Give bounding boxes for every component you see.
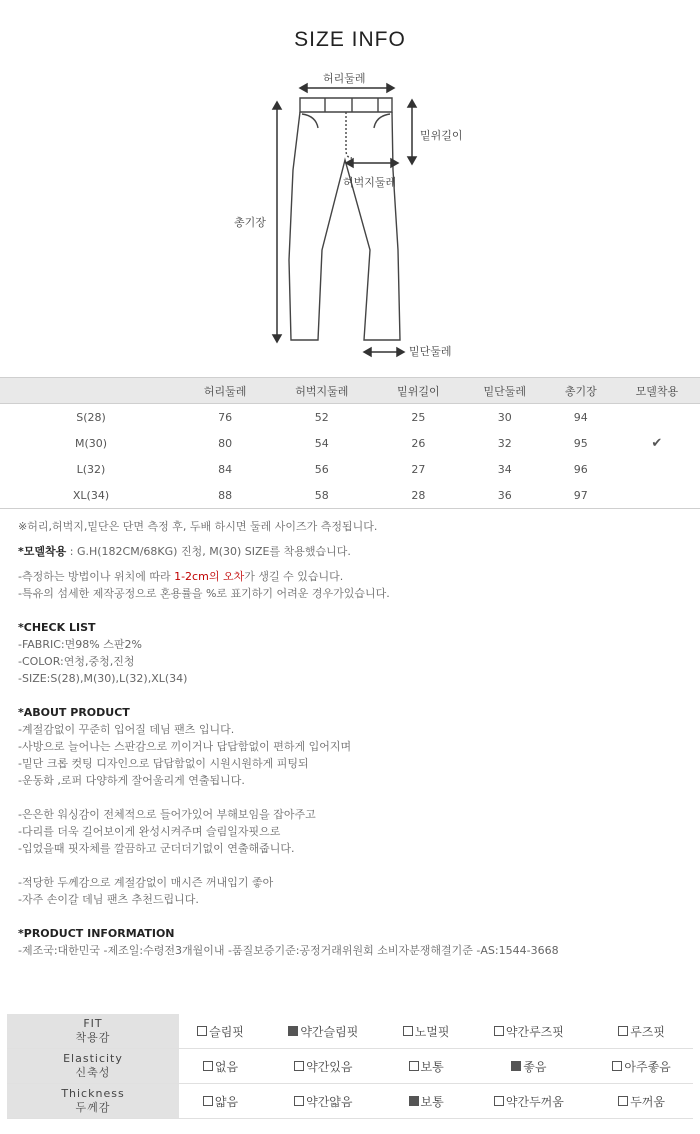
thickness-option-label: 약간얇음: [306, 1094, 353, 1109]
thickness-row-header: [7, 1084, 179, 1119]
rise-cell: 26: [411, 436, 426, 450]
fit-option-label: 슬림핏: [209, 1024, 244, 1039]
rise-cell: 25: [411, 410, 426, 424]
error-note: [18, 568, 688, 585]
size-cell: S(28): [76, 410, 106, 424]
error-note-suffix: 가 생길 수 있습니다.: [244, 570, 344, 583]
thigh-cell: 54: [314, 436, 329, 450]
rise-cell: 27: [411, 462, 426, 476]
model-cell: [614, 404, 700, 431]
length-cell: 96: [573, 462, 588, 476]
checkbox-checked-icon: [288, 1026, 298, 1036]
diagram-label-hem: 밑단둘레: [409, 345, 452, 358]
elasticity-option: [590, 1049, 693, 1084]
thigh-cell: 52: [314, 410, 329, 424]
size-table-header: [0, 378, 182, 404]
checkbox-icon: [409, 1061, 419, 1071]
thickness-label-ko: 두께감: [75, 1101, 111, 1114]
elasticity-option-label: 없음: [214, 1059, 239, 1074]
size-cell: L(32): [76, 462, 106, 476]
rise-cell: 28: [375, 482, 461, 509]
size-cell: M(30): [74, 436, 108, 450]
elasticity-row-header: [7, 1049, 179, 1084]
product-info-title: *PRODUCT INFORMATION: [18, 927, 175, 940]
thickness-option-label: 보통: [420, 1094, 444, 1109]
list-item: -적당한 두께감으로 계절감없이 매시즌 꺼내입기 좋아: [18, 876, 274, 889]
checkbox-icon: [203, 1096, 213, 1106]
model-wearing-line: [18, 543, 688, 560]
waist-cell: 84: [218, 462, 233, 476]
list-item: -다리를 더욱 길어보이게 완성시켜주며 슬림일자핏으로: [18, 825, 281, 838]
size-cell: XL(34): [0, 482, 182, 509]
checkbox-icon: [494, 1026, 504, 1036]
model-check-icon: ✔: [651, 435, 663, 451]
thickness-option-label: 얇음: [214, 1094, 239, 1109]
elasticity-option: [179, 1049, 262, 1084]
elasticity-option-label: 좋음: [523, 1059, 547, 1074]
list-item: -사방으로 늘어나는 스판감으로 끼이거나 답답함없이 편하게 입어지며: [18, 740, 352, 753]
fit-option: [590, 1014, 693, 1049]
diagram-label-rise: 밑위길이: [420, 129, 463, 142]
fit-table: [7, 1014, 693, 1119]
fit-row-header: [7, 1014, 179, 1049]
model-wearing-label: *모델착용: [18, 545, 67, 558]
checkbox-checked-icon: [511, 1061, 521, 1071]
list-item: -SIZE:S(28),M(30),L(32),XL(34): [18, 672, 188, 685]
fit-option-label: 루즈핏: [630, 1024, 665, 1039]
checkbox-icon: [618, 1096, 628, 1106]
length-cell: 97: [548, 482, 614, 509]
diagram-label-thigh: 허벅지둘레: [343, 176, 397, 189]
checkbox-icon: [197, 1026, 207, 1036]
blend-note: -특유의 섬세한 제작공정으로 혼용률을 %로 표기하기 어려운 경우가있습니다.: [18, 587, 390, 600]
fit-option-label: 노멀핏: [414, 1024, 450, 1039]
product-info-line: -제조국:대한민국 -제조일:수령전3개월이내 -품질보증기준:공정거래위원회 소비자분쟁해결기준 -AS:1544-3668: [18, 944, 559, 957]
fit-label-en: FIT: [83, 1017, 103, 1030]
elasticity-option-label: 보통: [420, 1059, 444, 1074]
waist-cell: 88: [182, 482, 268, 509]
error-note-prefix: -측정하는 방법이나 위치에 따라: [18, 570, 175, 583]
elasticity-option: [262, 1049, 385, 1084]
checkbox-checked-icon: [409, 1096, 419, 1106]
elasticity-option-label: 약간있음: [306, 1059, 353, 1074]
diagram-label-length: 총기장: [234, 216, 266, 229]
thickness-option-label: 두꺼움: [630, 1094, 665, 1109]
size-table-header: 모델착용: [614, 378, 700, 404]
table-row: [0, 404, 700, 431]
size-table-header: 허벅지둘레: [268, 378, 375, 404]
model-wearing-text: : G.H(182CM/68KG) 진청, M(30) SIZE를 착용했습니다.: [66, 545, 351, 558]
hem-cell: 32: [497, 436, 512, 450]
fit-label-ko: 착용감: [75, 1031, 111, 1044]
table-row: [0, 430, 700, 456]
thigh-cell: 58: [268, 482, 375, 509]
hem-cell: 34: [497, 462, 512, 476]
list-item: -COLOR:연청,중청,진청: [18, 655, 135, 668]
elasticity-option: [468, 1049, 591, 1084]
size-table-header: 밑단둘레: [462, 378, 548, 404]
thickness-option: [590, 1084, 693, 1119]
thigh-cell: 56: [314, 462, 329, 476]
fit-option: [385, 1014, 468, 1049]
list-item: -FABRIC:면98% 스판2%: [18, 638, 142, 651]
model-cell: [614, 482, 700, 509]
elasticity-label-ko: 신축성: [75, 1066, 111, 1079]
fit-option: [179, 1014, 262, 1049]
fit-option: [468, 1014, 591, 1049]
measure-note: ※허리,허벅지,밑단은 단면 측정 후, 두배 하시면 둘레 사이즈가 측정됩니다.: [18, 520, 378, 533]
list-item: -밑단 크롭 컷팅 디자인으로 답답함없이 시원시원하게 피팅되: [18, 757, 309, 770]
hem-cell: 36: [462, 482, 548, 509]
thickness-label-en: Thickness: [61, 1087, 125, 1100]
list-item: -운동화 ,로퍼 다양하게 잘어울리게 연출됩니다.: [18, 774, 245, 787]
checkbox-icon: [294, 1061, 304, 1071]
list-item: -은은한 워싱감이 전체적으로 들어가있어 부해보임을 잡아주고: [18, 808, 316, 821]
elasticity-row: [7, 1049, 693, 1084]
list-item: -입었을때 핏자체를 깔끔하고 군더더기없이 연출해줍니다.: [18, 842, 295, 855]
size-table-header: 밑위길이: [375, 378, 461, 404]
waist-cell: 76: [218, 410, 233, 424]
thickness-option: [179, 1084, 262, 1119]
size-table-header: 총기장: [548, 378, 614, 404]
fit-option-label: 약간슬림핏: [300, 1024, 359, 1039]
checklist-title: *CHECK LIST: [18, 621, 96, 634]
hem-cell: 30: [497, 410, 512, 424]
table-row: [0, 456, 700, 482]
size-table-header-row: [0, 378, 700, 404]
elasticity-label-en: Elasticity: [63, 1052, 123, 1065]
checkbox-icon: [403, 1026, 413, 1036]
checkbox-icon: [294, 1096, 304, 1106]
thickness-option: [262, 1084, 385, 1119]
checkbox-icon: [612, 1061, 622, 1071]
page-title: SIZE INFO: [294, 28, 406, 51]
error-note-highlight: 1-2cm의 오차: [174, 570, 245, 583]
elasticity-option-label: 아주좋음: [624, 1059, 671, 1074]
length-cell: 95: [573, 436, 588, 450]
waist-cell: 80: [218, 436, 233, 450]
thickness-option: [468, 1084, 591, 1119]
diagram-label-waist: 허리둘레: [323, 72, 366, 85]
model-cell: [614, 456, 700, 482]
table-row: [0, 482, 700, 509]
product-notes: [18, 518, 688, 959]
thickness-option-label: 약간두꺼움: [505, 1094, 564, 1109]
thickness-option: [385, 1084, 468, 1119]
fit-option: [262, 1014, 385, 1049]
fit-option-label: 약간루즈핏: [505, 1024, 564, 1039]
elasticity-option: [385, 1049, 468, 1084]
list-item: -계절감없이 꾸준히 입어질 데님 팬츠 입니다.: [18, 723, 235, 736]
size-table: [0, 377, 700, 509]
checkbox-icon: [618, 1026, 628, 1036]
length-cell: 94: [573, 410, 588, 424]
checkbox-icon: [203, 1061, 213, 1071]
size-table-header: 허리둘레: [182, 378, 268, 404]
fit-row: [7, 1014, 693, 1049]
list-item: -자주 손이갈 데님 팬츠 추천드립니다.: [18, 893, 199, 906]
checkbox-icon: [494, 1096, 504, 1106]
about-title: *ABOUT PRODUCT: [18, 706, 130, 719]
thickness-row: [7, 1084, 693, 1119]
